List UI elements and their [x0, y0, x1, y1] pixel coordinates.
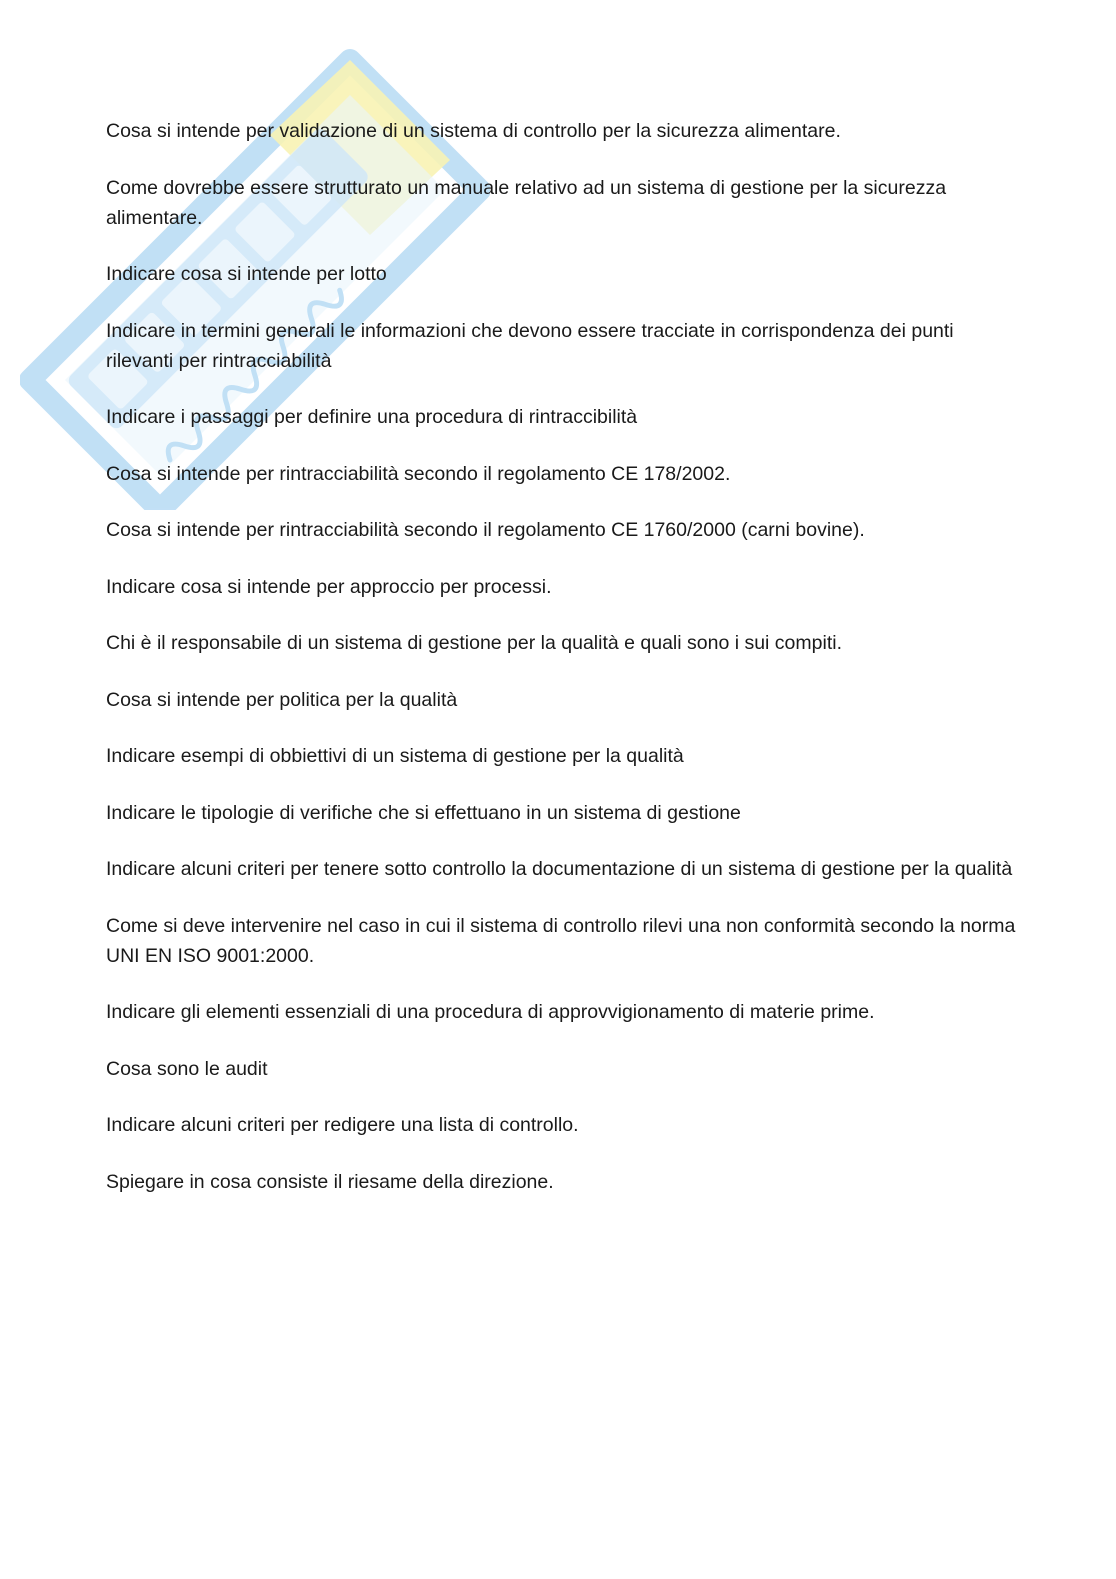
list-item: Indicare i passaggi per definire una procedura di rintraccibilità — [106, 406, 638, 428]
list-item: Come dovrebbe essere strutturato un manuale relativo ad un sistema di gestione per la sicurezza alimentare. — [106, 176, 947, 229]
list-item: Indicare esempi di obbiettivi di un sistema di gestione per la qualità — [106, 745, 684, 767]
list-item: Indicare gli elementi essenziali di una procedura di approvvigionamento di materie prime. — [106, 1001, 875, 1023]
list-item: Chi è il responsabile di un sistema di gestione per la qualità e quali sono i sui compiti. — [106, 632, 842, 654]
list-item: Indicare le tipologie di verifiche che si effettuano in un sistema di gestione — [106, 801, 741, 824]
list-item: Indicare cosa si intende per lotto — [106, 263, 387, 285]
list-item: Cosa si intende per validazione di un sistema di controllo per la sicurezza alimentare. — [106, 120, 841, 142]
list-item: Cosa sono le audit — [106, 1057, 268, 1080]
list-item: Indicare in termini generali le informazioni che devono essere tracciate in corrispondenza dei punti rilevanti per rintracciabilità — [106, 319, 954, 372]
list-item: Cosa si intende per rintracciabilità secondo il regolamento CE 1760/2000 (carni bovine). — [106, 519, 865, 541]
list-item: Indicare cosa si intende per approccio per processi. — [106, 575, 552, 598]
list-item: Indicare alcuni criteri per tenere sotto controllo la documentazione di un sistema di gestione per la qualità — [106, 858, 1013, 880]
list-item: Indicare alcuni criteri per redigere una lista di controllo. — [106, 1114, 579, 1136]
list-item: Cosa si intende per politica per la qualità — [106, 688, 458, 711]
question-list — [106, 116, 1026, 1223]
list-item: Cosa si intende per rintracciabilità secondo il regolamento CE 178/2002. — [106, 462, 731, 485]
list-item: Come si deve intervenire nel caso in cui il sistema di controllo rilevi una non conformità secondo la norma UNI EN ISO 9001:2000. — [106, 914, 1016, 967]
list-item: Spiegare in cosa consiste il riesame della direzione. — [106, 1170, 554, 1193]
